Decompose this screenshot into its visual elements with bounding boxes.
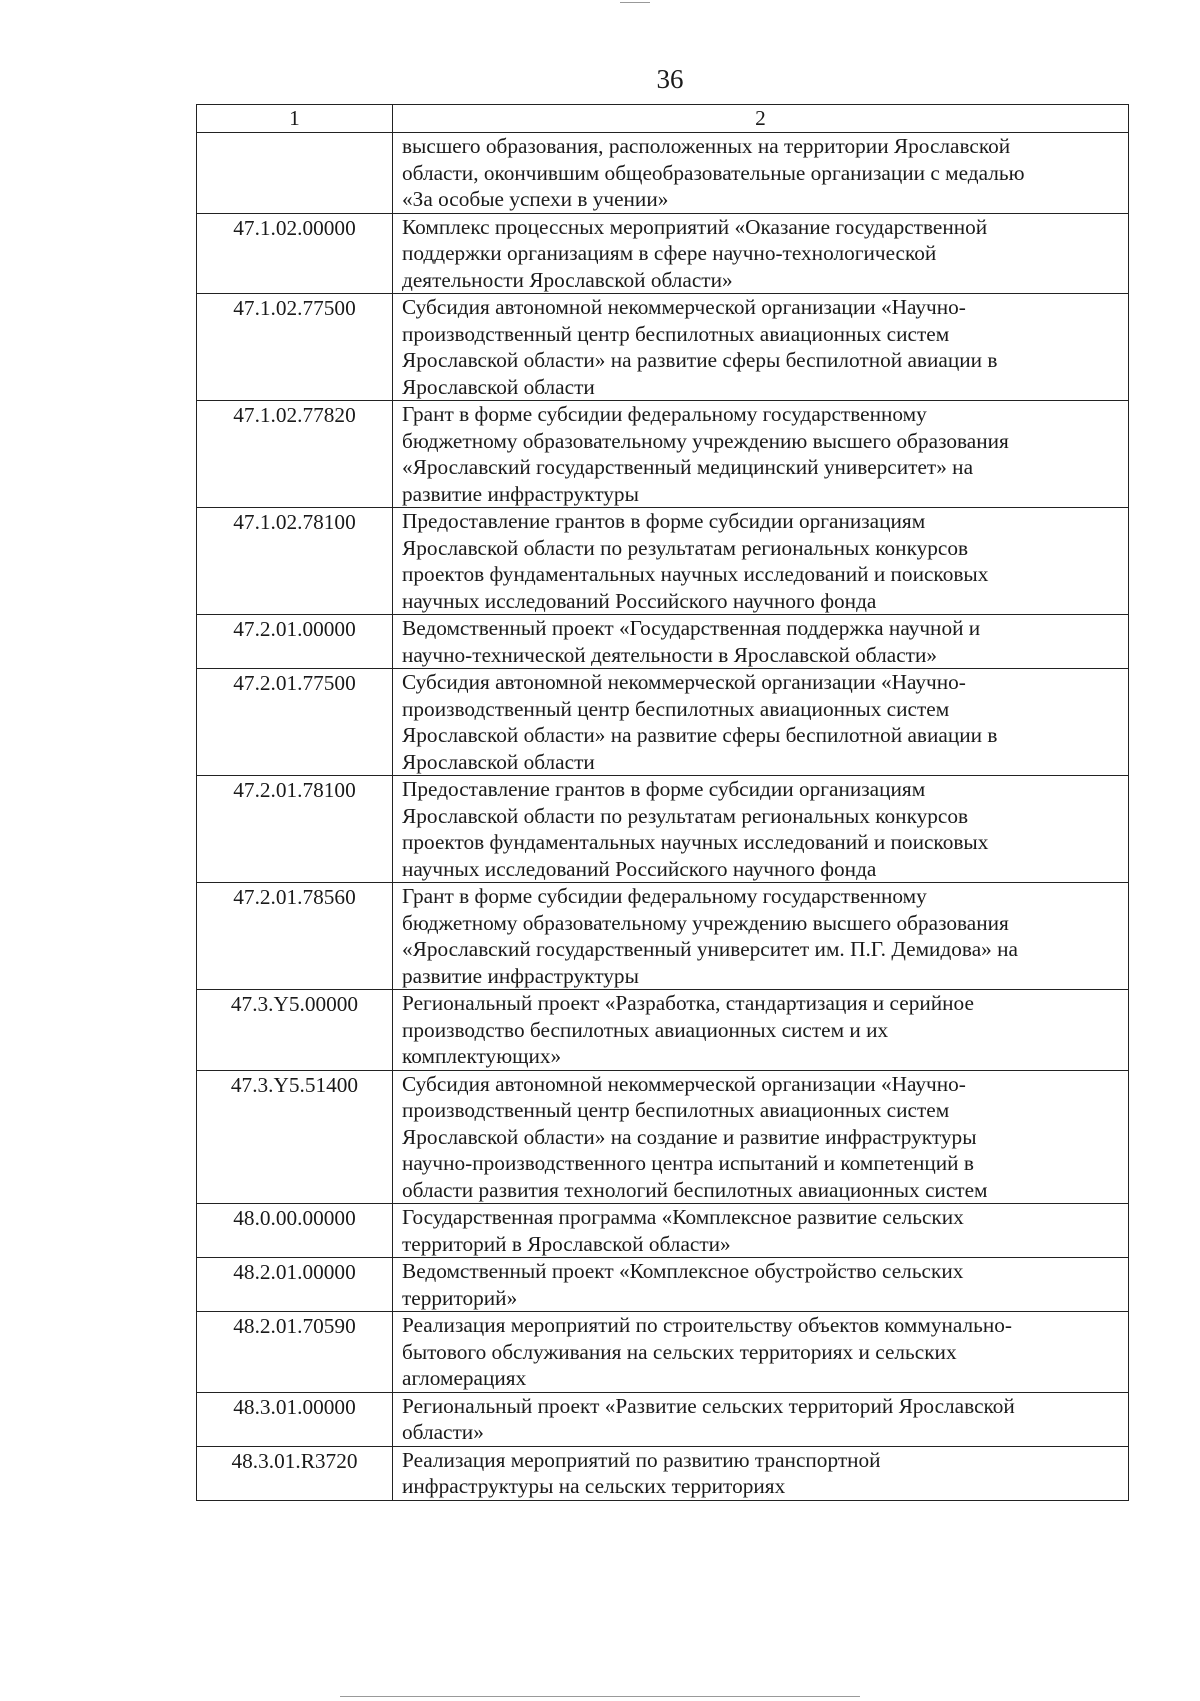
description-line: агломерациях — [402, 1366, 527, 1390]
classification-table — [196, 104, 1129, 1501]
description-line: развитие инфраструктуры — [402, 963, 639, 988]
description-line: деятельности Ярославской области» — [402, 267, 733, 292]
table-row — [197, 669, 1129, 776]
description-line: производственный центр беспилотных авиационных систем — [402, 1098, 950, 1122]
table-row — [197, 1258, 1129, 1312]
description-line: высшего образования, расположенных на территории Ярославской — [402, 134, 1011, 158]
description-line: инфраструктуры на сельских территориях — [402, 1474, 786, 1498]
row-description — [393, 133, 1129, 214]
row-code: 47.2.01.78560 — [197, 883, 393, 990]
table-row — [197, 401, 1129, 508]
description-line: производственный центр беспилотных авиационных систем — [402, 696, 950, 721]
table-row — [197, 1204, 1129, 1258]
table-row — [197, 776, 1129, 883]
description-line: Региональный проект «Развитие сельских территорий Ярославской — [402, 1393, 1015, 1418]
description-line: Ярославской области — [402, 749, 595, 774]
row-description — [393, 615, 1129, 669]
row-description — [393, 1070, 1129, 1204]
description-line: «Ярославский государственный медицинский университет» на — [402, 455, 974, 479]
table-row — [197, 883, 1129, 990]
table-row — [197, 1070, 1129, 1204]
table-row — [197, 1312, 1129, 1393]
table-row — [197, 213, 1129, 294]
table-row — [197, 1392, 1129, 1446]
table-row — [197, 133, 1129, 214]
description-line: территорий в Ярославской области» — [402, 1231, 731, 1256]
description-line: Субсидия автономной некоммерческой организации «Научно- — [402, 295, 966, 319]
description-line: бытового обслуживания на сельских территориях и сельских — [402, 1339, 957, 1364]
row-code: 47.1.02.77500 — [197, 294, 393, 401]
description-line: области развития технологий беспилотных авиационных систем — [402, 1177, 988, 1202]
description-line: проектов фундаментальных научных исследований и поисковых — [402, 830, 989, 854]
table-row — [197, 1446, 1129, 1500]
description-line: проектов фундаментальных научных исследований и поисковых — [402, 562, 989, 586]
row-description — [393, 294, 1129, 401]
row-code: 47.1.02.78100 — [197, 508, 393, 615]
description-line: Грант в форме субсидии федеральному государственному — [402, 402, 927, 426]
table-header-row — [197, 105, 1129, 133]
row-code: 47.3.Y5.51400 — [197, 1070, 393, 1204]
row-code: 47.1.02.00000 — [197, 213, 393, 294]
table-body — [197, 105, 1129, 1501]
row-code: 47.2.01.78100 — [197, 776, 393, 883]
row-code: 48.2.01.00000 — [197, 1258, 393, 1312]
row-description — [393, 1312, 1129, 1393]
table-row — [197, 990, 1129, 1071]
scan-edge-mark-top — [620, 2, 650, 3]
description-line: «За особые успехи в учении» — [402, 187, 669, 211]
description-line: Комплекс процессных мероприятий «Оказание государственной — [402, 214, 988, 239]
description-line: Грант в форме субсидии федеральному государственному — [402, 884, 927, 908]
row-description — [393, 1446, 1129, 1500]
column-header-2: 2 — [393, 105, 1129, 133]
description-line: Ярославской области» на создание и развитие инфраструктуры — [402, 1124, 977, 1149]
table-row — [197, 294, 1129, 401]
description-line: Реализация мероприятий по строительству объектов коммунально- — [402, 1313, 1013, 1337]
row-description — [393, 508, 1129, 615]
description-line: поддержки организациям в сфере научно-технологической — [402, 241, 937, 265]
row-code: 48.3.01.R3720 — [197, 1446, 393, 1500]
description-line: научных исследований Российского научного фонда — [402, 588, 877, 613]
description-line: «Ярославский государственный университет им. П.Г. Демидова» на — [402, 937, 1018, 961]
row-description — [393, 990, 1129, 1071]
description-line: производство беспилотных авиационных систем и их — [402, 1017, 889, 1042]
row-description — [393, 1392, 1129, 1446]
description-line: Реализация мероприятий по развитию транспортной — [402, 1447, 881, 1472]
row-description — [393, 883, 1129, 990]
row-description — [393, 401, 1129, 508]
row-code: 47.2.01.77500 — [197, 669, 393, 776]
description-line: Ярославской области» на развитие сферы беспилотной авиации в — [402, 723, 998, 747]
description-line: Предоставление грантов в форме субсидии организациям — [402, 777, 926, 801]
scan-edge-mark-bottom — [340, 1696, 860, 1697]
row-description — [393, 213, 1129, 294]
description-line: научных исследований Российского научного фонда — [402, 856, 877, 881]
description-line: научно-производственного центра испытаний и компетенций в — [402, 1151, 974, 1175]
description-line: Субсидия автономной некоммерческой организации «Научно- — [402, 670, 966, 694]
page-number: 36 — [656, 64, 684, 94]
description-line: территорий» — [402, 1285, 518, 1310]
description-line: Ярославской области по результатам региональных конкурсов — [402, 535, 969, 560]
description-line: Ярославской области» на развитие сферы беспилотной авиации в — [402, 348, 998, 372]
description-line: Ведомственный проект «Государственная поддержка научной и — [402, 616, 981, 640]
row-description — [393, 776, 1129, 883]
description-line: бюджетному образовательному учреждению высшего образования — [402, 428, 1009, 453]
description-line: комплектующих» — [402, 1044, 562, 1068]
description-line: Ярославской области по результатам региональных конкурсов — [402, 803, 969, 828]
table-row — [197, 615, 1129, 669]
description-line: Государственная программа «Комплексное развитие сельских — [402, 1205, 964, 1229]
description-line: Ярославской области — [402, 374, 595, 399]
description-line: Региональный проект «Разработка, стандартизация и серийное — [402, 991, 974, 1015]
description-line: Субсидия автономной некоммерческой организации «Научно- — [402, 1071, 966, 1096]
row-code: 47.1.02.77820 — [197, 401, 393, 508]
row-code: 48.2.01.70590 — [197, 1312, 393, 1393]
row-code — [197, 133, 393, 214]
row-description — [393, 669, 1129, 776]
description-line: Ведомственный проект «Комплексное обустройство сельских — [402, 1259, 964, 1283]
row-description — [393, 1204, 1129, 1258]
row-code: 47.2.01.00000 — [197, 615, 393, 669]
description-line: Предоставление грантов в форме субсидии организациям — [402, 509, 926, 533]
description-line: производственный центр беспилотных авиационных систем — [402, 321, 950, 346]
description-line: бюджетному образовательному учреждению высшего образования — [402, 910, 1009, 935]
row-code: 47.3.Y5.00000 — [197, 990, 393, 1071]
description-line: научно-технической деятельности в Ярославской области» — [402, 642, 938, 667]
table-row — [197, 508, 1129, 615]
description-line: области» — [402, 1420, 484, 1444]
description-line: развитие инфраструктуры — [402, 481, 639, 506]
row-code: 48.0.00.00000 — [197, 1204, 393, 1258]
column-header-1: 1 — [197, 105, 393, 133]
row-description — [393, 1258, 1129, 1312]
row-code: 48.3.01.00000 — [197, 1392, 393, 1446]
description-line: области, окончившим общеобразовательные организации с медалью — [402, 160, 1025, 185]
